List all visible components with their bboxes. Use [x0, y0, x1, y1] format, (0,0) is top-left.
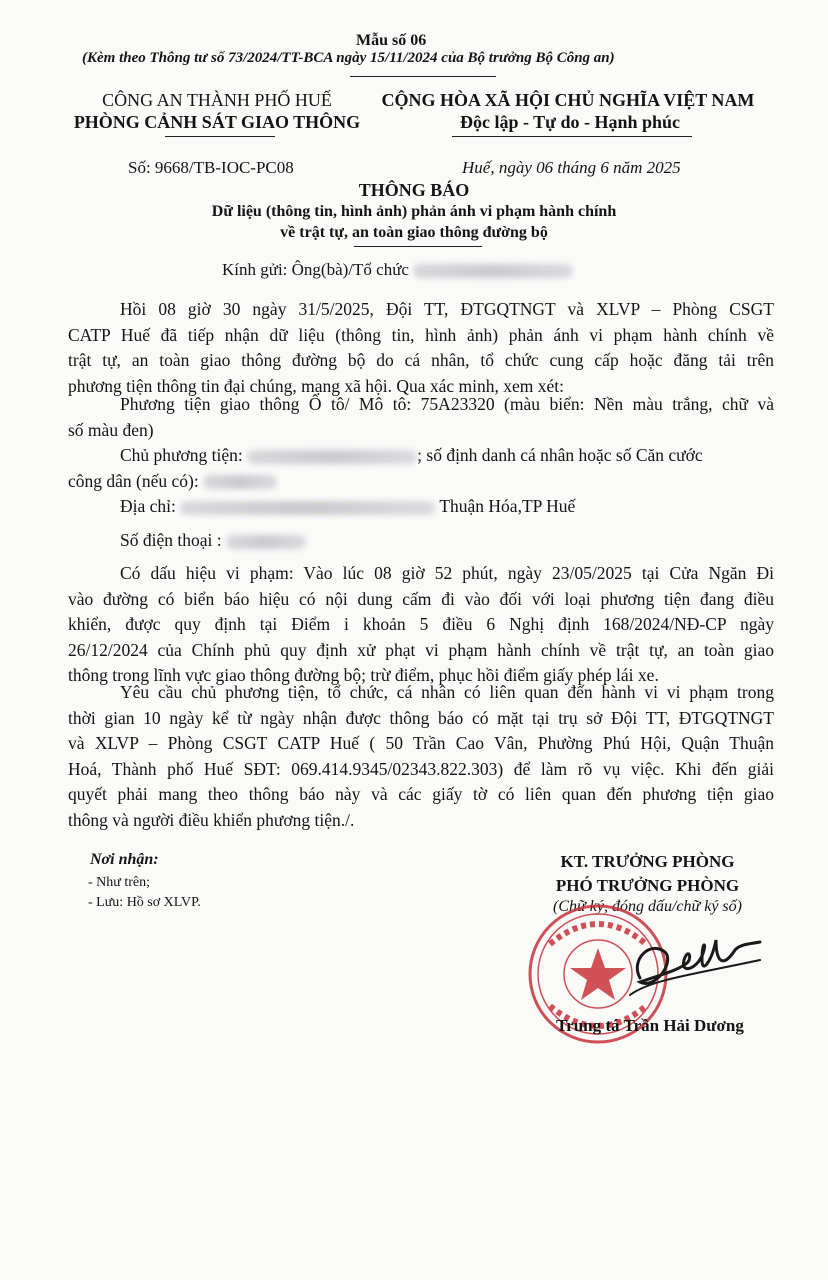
owner-suffix: ; số định danh cá nhân hoặc số Căn cước: [417, 445, 703, 465]
paragraph-request: Yêu cầu chủ phương tiện, tổ chức, cá nhân có liên quan đến hành vi vi phạm trong thời gian 10 ngày kể từ ngày nhận được thông báo có mặt tại trụ sở Đội TT, ĐTGQTNGT và XLVP – Phòng CSGT CATP Huế ( 50 Trần Cao Vân, Phường Phú Hội, Quận Thuận Hoá, Thành phố Huế SĐT: 069.414.9345/02343.822.303) để làm rõ vụ việc. Khi đến giải quyết phải mang theo thông báo này và các giấy tờ có liên quan đến phương tiện giao thông và người điều khiển phương tiện./.: [68, 682, 774, 830]
recipients-title: Nơi nhận:: [90, 851, 159, 868]
phone-label: Số điện thoại :: [120, 530, 222, 550]
recipient-item: - Như trên;: [88, 875, 151, 890]
department-name: PHÒNG CẢNH SÁT GIAO THÔNG: [73, 112, 361, 132]
redacted-phone: [226, 535, 306, 549]
recipient-item: - Lưu: Hồ sơ XLVP.: [88, 895, 201, 910]
paragraph-received: Hồi 08 giờ 30 ngày 31/5/2025, Đội TT, ĐTGQTNGT và XLVP – Phòng CSGT CATP Huế đã tiếp nhận dữ liệu (thông tin, hình ảnh) phản ánh vi phạm hành chính về trật tự, an toàn giao thông đường bộ do cá nhân, tổ chức cung cấp hoặc đăng tải trên phương tiện thông tin đại chúng, mạng xã hội. Qua xác minh, xem xét:: [68, 299, 774, 396]
owner-label: Chủ phương tiện:: [120, 445, 243, 465]
paragraph-owner: [68, 443, 774, 494]
sign-title-1: KT. TRƯỞNG PHÒNG: [560, 852, 735, 871]
address-label: Địa chỉ:: [120, 496, 176, 516]
notice-subtitle-2: về trật tự, an toàn giao thông đường bộ: [280, 224, 548, 241]
redacted-owner: [247, 450, 417, 464]
doc-number: Số: 9668/TB-IOC-PC08: [128, 158, 294, 177]
recipient-line: [222, 260, 573, 280]
country-name: CỘNG HÒA XÃ HỘI CHỦ NGHĨA VIỆT NAM: [381, 90, 755, 110]
paragraph-vehicle: Phương tiện giao thông Ô tô/ Mô tô: 75A23320 (màu biển: Nền màu trắng, chữ và số màu đen): [68, 394, 774, 440]
recipient-label: Kính gửi: Ông(bà)/Tổ chức: [222, 260, 409, 279]
divider: [350, 76, 496, 77]
redacted-address: [180, 501, 435, 515]
motto: Độc lập - Tự do - Hạnh phúc: [459, 112, 681, 132]
divider: [354, 246, 482, 247]
sign-title-2: PHÓ TRƯỞNG PHÒNG: [555, 876, 740, 895]
divider: [165, 136, 275, 137]
redacted-id: [203, 475, 277, 489]
signature-icon: [610, 920, 770, 1010]
notice-title: THÔNG BÁO: [358, 180, 470, 200]
agency-name: CÔNG AN THÀNH PHỐ HUẾ: [102, 90, 332, 110]
signer-name: Trung tá Trần Hải Dương: [556, 1016, 744, 1035]
sign-note: (Chữ ký, đóng dấu/chữ ký số): [553, 898, 742, 915]
form-number: Mẫu số 06: [356, 32, 427, 49]
divider: [452, 136, 692, 137]
paragraph-violation: Có dấu hiệu vi phạm: Vào lúc 08 giờ 52 phút, ngày 23/05/2025 tại Cửa Ngăn Đi vào đường có biển báo hiệu có nội dung cấm đi vào đối với loại phương tiện đang điều khiển, được quy định tại Điểm i khoản 5 điều 6 Nghị định 168/2024/NĐ-CP ngày 26/12/2024 của Chính phủ quy định xử phạt vi phạm hành chính về trật tự, an toàn giao thông trong lĩnh vực giao thông đường bộ; trừ điểm, phục hồi điểm giấy phép lái xe.: [68, 563, 774, 685]
address-line: [120, 496, 575, 517]
redacted-name: [413, 264, 573, 278]
form-reference: (Kèm theo Thông tư số 73/2024/TT-BCA ngày 15/11/2024 của Bộ trưởng Bộ Công an): [82, 50, 615, 66]
id-label: công dân (nếu có):: [68, 470, 199, 491]
address-suffix: Thuận Hóa,TP Huế: [439, 496, 576, 516]
notice-subtitle-1: Dữ liệu (thông tin, hình ảnh) phản ánh vi phạm hành chính: [211, 203, 617, 220]
place-date: Huế, ngày 06 tháng 6 năm 2025: [462, 158, 681, 177]
phone-line: [120, 530, 306, 551]
